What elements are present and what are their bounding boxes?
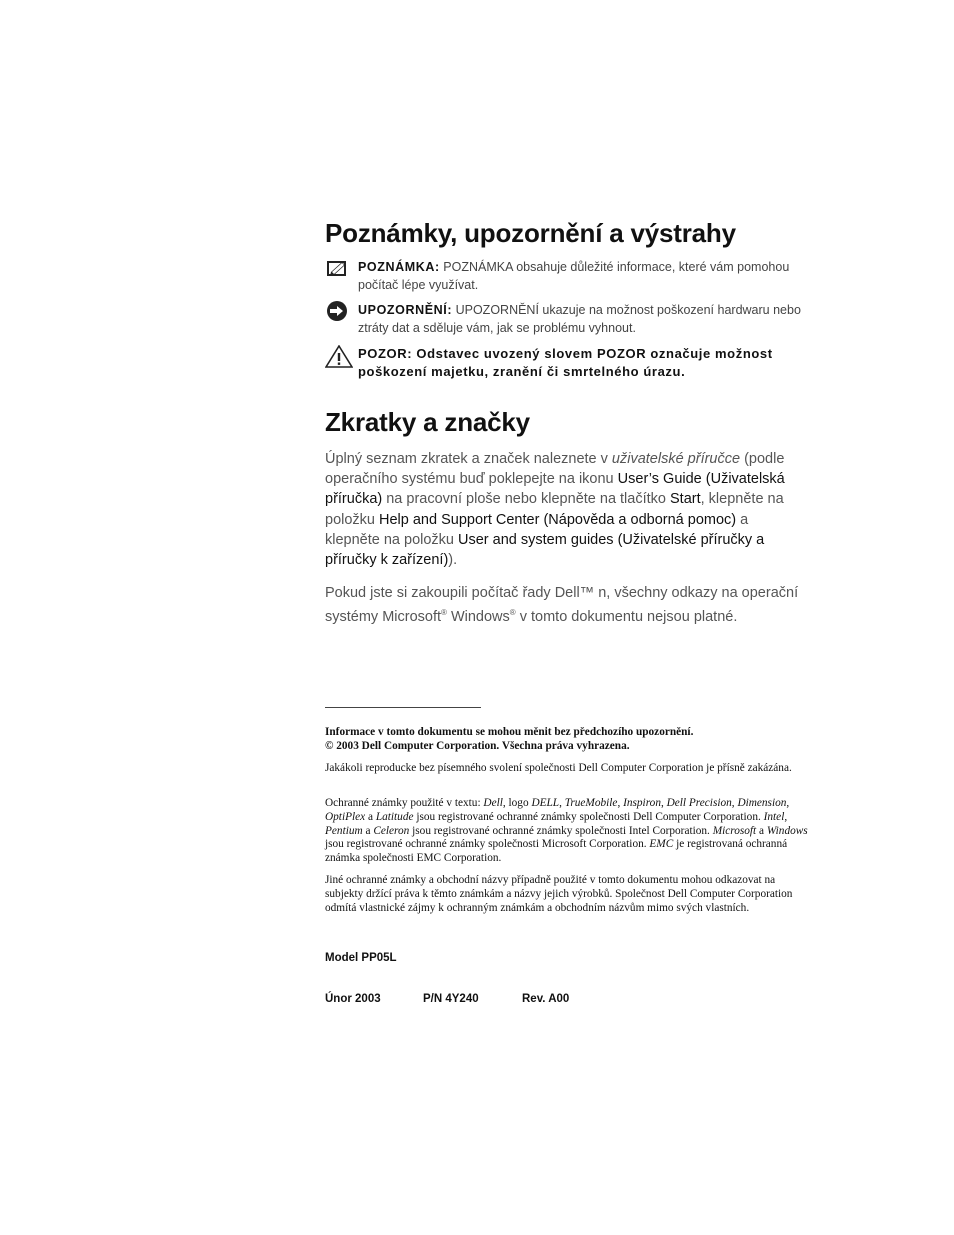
tm-intel: Intel [763, 810, 785, 823]
text-run: a [756, 824, 767, 837]
text-run: je registrovaná ochranná známka společnosti EMC Corporation. [325, 838, 788, 865]
tm-optiplex: OptiPlex [325, 810, 366, 823]
notice-text: UPOZORNĚNÍ ukazuje na možnost poškození hardwaru nebo ztráty dat a sděluje vám, jak se problému vyhnout. [358, 303, 801, 335]
text-run: , [784, 810, 788, 823]
users-guide-icon-name: User’s Guide (Uživatelská příručka) [325, 471, 785, 508]
notice-block [325, 301, 815, 337]
info-change-line: Informace v tomto dokumentu se mohou měnit bez předchozího upozornění. [325, 726, 694, 738]
publication-date: Únor 2003 [325, 993, 381, 1005]
tm-emc: EMC [649, 838, 674, 851]
notes-section-title: Poznámky, upozornění a výstrahy [325, 218, 736, 248]
text-run: a [365, 810, 376, 823]
caution-label: POZOR: [358, 346, 413, 361]
revision: Rev. A00 [522, 993, 570, 1005]
caution-block [325, 345, 815, 381]
text-run: , [786, 797, 790, 809]
user-system-guides-name: User and system guides (Uživatelské příručky a příručky k zařízení) [325, 531, 765, 569]
tm-truemobile: TrueMobile [564, 797, 618, 809]
text-run: a klepněte na položku [325, 511, 749, 548]
text-run: v tomto dokumentu nejsou platné. [515, 609, 738, 626]
text-run: Pokud jste si zakoupili počítač řady Dell™ n, všechny odkazy na operační systémy Microsoft [325, 585, 799, 626]
tm-microsoft: Microsoft [712, 824, 757, 837]
copyright-line: © 2003 Dell Computer Corporation. Všechna práva vyhrazena. [325, 739, 630, 752]
abbr-paragraph [325, 449, 805, 570]
windows-paragraph [325, 583, 805, 627]
warning-triangle-icon [325, 345, 349, 367]
text-run: , [731, 797, 738, 809]
reproduction-notice: Jakákoli reproducke bez písemného svolení společnosti Dell Computer Corporation je přísně zakázána. [325, 762, 792, 774]
tm-inspiron: Inspiron [623, 797, 661, 809]
text-run: jsou registrované ochranné známky společnosti Dell Computer Corporation. [413, 810, 764, 823]
notice-arrow-icon [325, 301, 349, 323]
note-label: POZNÁMKA: [358, 260, 440, 274]
start-button-name: Start [670, 491, 701, 508]
tm-windows: Windows [766, 824, 808, 837]
text-run: , [559, 797, 565, 809]
tm-pentium: Pentium [325, 824, 363, 837]
tm-precision: Dell Precision [666, 797, 732, 809]
tm-dimension: Dimension [737, 797, 787, 809]
tm-dell: Dell [483, 797, 503, 809]
trademarks-notice [325, 797, 815, 866]
text-run: , [660, 797, 667, 809]
text-run: ). [448, 552, 458, 569]
notice-label: UPOZORNĚNÍ: [358, 303, 453, 317]
note-text: POZNÁMKA obsahuje důležité informace, které vám pomohou počítač lépe využívat. [358, 260, 790, 292]
text-run: Úplný seznam zkratek a značek naleznete v [325, 451, 612, 467]
registered-mark: ® [441, 608, 447, 618]
text-run: , [617, 797, 624, 809]
text-run: jsou registrované ochranné známky společnosti Intel Corporation. [409, 824, 713, 837]
other-trademarks-notice: Jiné ochranné známky a obchodní názvy případně použité v tomto dokumentu mohou odkazovat na subjekty držící práva k těmto známkám a názvy jejich výrobků. Společnost Dell Computer Corporation odmítá vlastnické zájmy k ochranným známkám a obchodním názvům mimo svých vlastních. [325, 874, 793, 914]
text-run: na pracovní ploše nebo klepněte na tlačítko [382, 491, 670, 508]
model-number: Model PP05L [325, 952, 397, 964]
help-center-name: Help and Support Center (Nápověda a odborná pomoc) [379, 511, 737, 528]
users-guide-italic: uživatelské příručce [611, 451, 741, 467]
legal-notice [325, 726, 815, 754]
abbr-section-title: Zkratky a značky [325, 407, 530, 437]
text-run: Ochranné známky použité v textu: [325, 797, 484, 809]
text-run: a [362, 824, 374, 837]
text-run: , logo [502, 797, 532, 809]
footnote-divider [325, 707, 481, 708]
tm-celeron: Celeron [373, 824, 410, 837]
tm-dell-logo: DELL [531, 797, 560, 809]
tm-latitude: Latitude [375, 810, 414, 823]
text-run: jsou registrované ochranné známky společnosti Microsoft Corporation. [325, 838, 650, 851]
part-number: P/N 4Y240 [423, 993, 479, 1005]
note-block [325, 258, 815, 294]
text-run: (podle operačního systému buď poklepejte na ikonu [325, 451, 785, 488]
text-run: Windows [446, 609, 510, 626]
caution-text: Odstavec uvozený slovem POZOR označuje možnost poškození majetku, zranění či smrtelného úrazu. [358, 346, 773, 379]
text-run: , klepněte na položku [325, 491, 784, 528]
registered-mark: ® [509, 608, 516, 618]
pencil-note-icon [325, 258, 349, 280]
